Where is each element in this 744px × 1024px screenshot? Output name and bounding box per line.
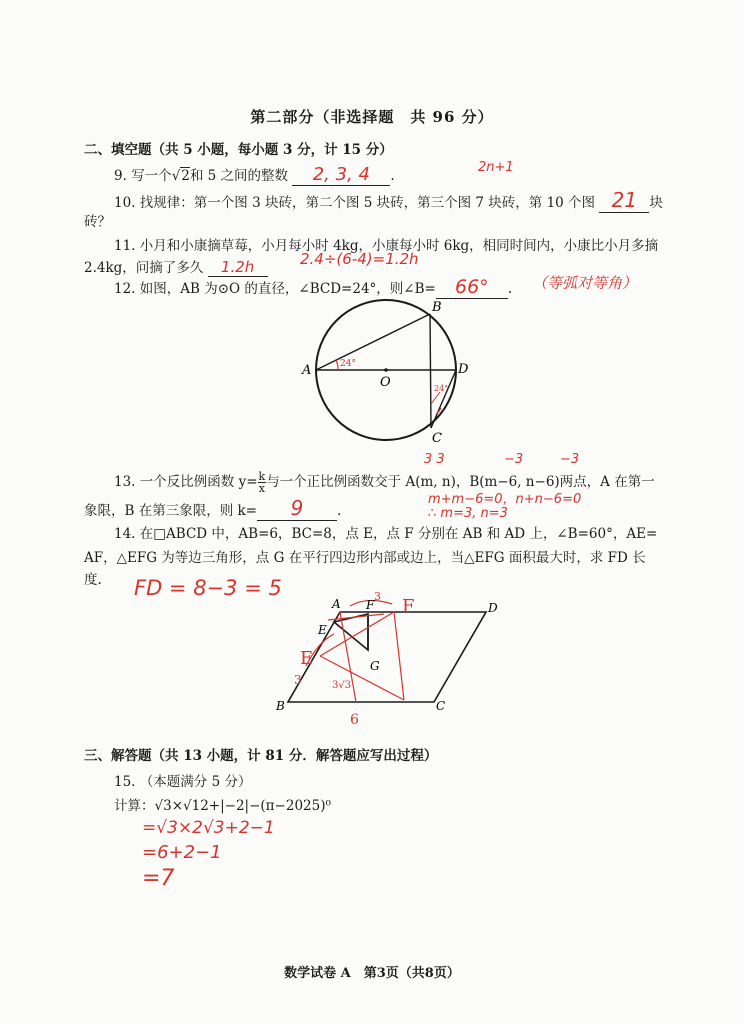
q13-text-c: 象限，B 在第三象限，则 k=	[84, 503, 257, 519]
q15-score: （本题满分 5 分）	[139, 774, 252, 790]
q10-answer: 21	[599, 188, 649, 213]
label-b: B	[276, 699, 285, 713]
label-a: A	[302, 363, 312, 378]
label-g: G	[370, 659, 380, 673]
q11-text-b: 2.4kg，问摘了多久	[84, 260, 204, 276]
label-f: F	[366, 598, 375, 612]
q11-line-2	[84, 256, 268, 277]
q15-prompt: 计算：	[114, 798, 155, 814]
q14-text-c: 度.	[84, 572, 102, 588]
three-root-three-note: 3√3	[332, 680, 352, 691]
q15-work-line-1: =√3×2√3+2−1	[142, 818, 275, 838]
q15-work-line-2: =6+2−1	[142, 842, 222, 863]
q9-text-b: 和 5 之间的整数	[189, 168, 289, 184]
q12-end: .	[507, 281, 513, 297]
angle-a-mark	[336, 360, 338, 370]
q12-circle-figure	[300, 296, 480, 446]
page-footer: 数学试卷 A 第3页（共8页）	[284, 966, 460, 981]
q13-work-top-c: −3	[560, 452, 580, 467]
segment-bc	[430, 314, 431, 428]
label-b: B	[432, 300, 442, 315]
q14-text-a: 在□ABCD 中，AB=6，BC=8，点 E，点 F 分别在 AB 和 AD 上，∠B=60°，AE=	[139, 526, 658, 542]
q9-radicand: 2	[181, 168, 190, 184]
page-title: 第二部分（非选择题 共 96 分）	[250, 108, 494, 126]
q9-end: .	[390, 168, 395, 184]
question-9: 9. 写一个√2和 5 之间的整数 2, 3, 4 .	[114, 164, 395, 185]
red-line-fg	[394, 612, 404, 700]
three-left-note: 3	[294, 673, 302, 687]
label-o: O	[380, 375, 391, 390]
six-note: 6	[350, 712, 359, 728]
label-c: C	[436, 699, 446, 713]
q9-text-a: 写一个	[131, 168, 172, 184]
q13-work-2: ∴ m=3, n=3	[428, 506, 508, 521]
q11-text-a: 小月和小康摘草莓，小月每小时 4kg，小康每小时 6kg，相同时间内，小康比小月多摘	[139, 238, 659, 254]
angle-a-label: 24°	[340, 359, 356, 369]
label-e: E	[318, 623, 327, 637]
big-e-note: E	[300, 648, 314, 669]
section-heading-fill-blank: 二、填空题（共 5 小题，每小题 3 分，计 15 分）	[84, 142, 393, 158]
q13-work-1: m+m−6=0，n+n−6=0	[428, 492, 582, 507]
question-14	[114, 522, 657, 542]
q13-line-2	[84, 496, 341, 521]
q10-number: 10.	[114, 195, 136, 211]
q12-note: （等弧对等角）	[532, 274, 638, 292]
q10-text-b: 块	[649, 195, 663, 211]
red-line-ef-big	[320, 612, 394, 656]
q10-note: 2n+1	[478, 160, 514, 175]
label-d: D	[488, 601, 498, 615]
q15-work-line-3: =7	[142, 866, 175, 891]
label-c: C	[432, 431, 442, 446]
question-15	[114, 794, 331, 814]
q13-frac-denominator: x	[258, 482, 265, 495]
q13-end: .	[337, 503, 342, 519]
q9-number: 9.	[114, 168, 127, 184]
q13-fraction	[258, 471, 267, 494]
q14-number: 14.	[114, 526, 136, 542]
section-heading-solve: 三、解答题（共 13 小题，计 81 分．解答题应写出过程）	[84, 748, 438, 764]
q13-text-b: 与一个正比例函数交于 A(m, n)，B(m−6, n−6)两点，A 在第一	[266, 474, 655, 490]
angle-c-arrow	[431, 392, 440, 404]
q11-work: 2.4÷(6-4)=1.2h	[300, 250, 419, 268]
q14-parallelogram-figure	[270, 590, 510, 730]
question-15-header	[114, 770, 251, 790]
q12-number: 12.	[114, 281, 136, 297]
q13-text-a: 一个反比例函数 y=	[139, 474, 258, 490]
q14-work: FD = 8−3 = 5	[134, 576, 282, 600]
q15-number: 15.	[114, 774, 136, 790]
q10-text-a: 找规律：第一个图 3 块砖，第二个图 5 块砖，第三个图 7 块砖，第 10 个图	[139, 195, 596, 211]
q14-text-b: AF，△EFG 为等边三角形，点 G 在平行四边形内部或边上，当△EFG 面积最大时，求 FD 长	[84, 550, 646, 566]
q12-answer: 66°	[436, 276, 508, 299]
q15-expression: √3×√12+|−2|−(π−2025)⁰	[154, 798, 331, 814]
q12-text-a: 如图，AB 为⊙O 的直径，∠BCD=24°，则∠B=	[139, 281, 436, 297]
q11-answer: 1.2h	[208, 258, 268, 277]
label-a: A	[332, 597, 341, 611]
center-point	[384, 368, 388, 372]
q10-text-c: 砖？	[84, 214, 111, 230]
q11-number: 11.	[114, 238, 136, 254]
q13-work-top-a: 3 3	[424, 452, 445, 467]
q13-frac-numerator: k	[258, 470, 266, 483]
red-line-eg	[320, 656, 404, 700]
three-top-note: 3	[374, 590, 381, 603]
q9-answer: 2, 3, 4	[292, 164, 390, 186]
segment-ab	[316, 314, 430, 370]
question-10	[114, 188, 663, 213]
big-f-note: F	[402, 596, 415, 617]
q13-answer: 9	[257, 496, 337, 521]
q13-number: 13.	[114, 474, 136, 490]
q13-work-top-b: −3	[504, 452, 524, 467]
label-d: D	[458, 362, 469, 377]
angle-c-label: 24°	[434, 384, 449, 393]
